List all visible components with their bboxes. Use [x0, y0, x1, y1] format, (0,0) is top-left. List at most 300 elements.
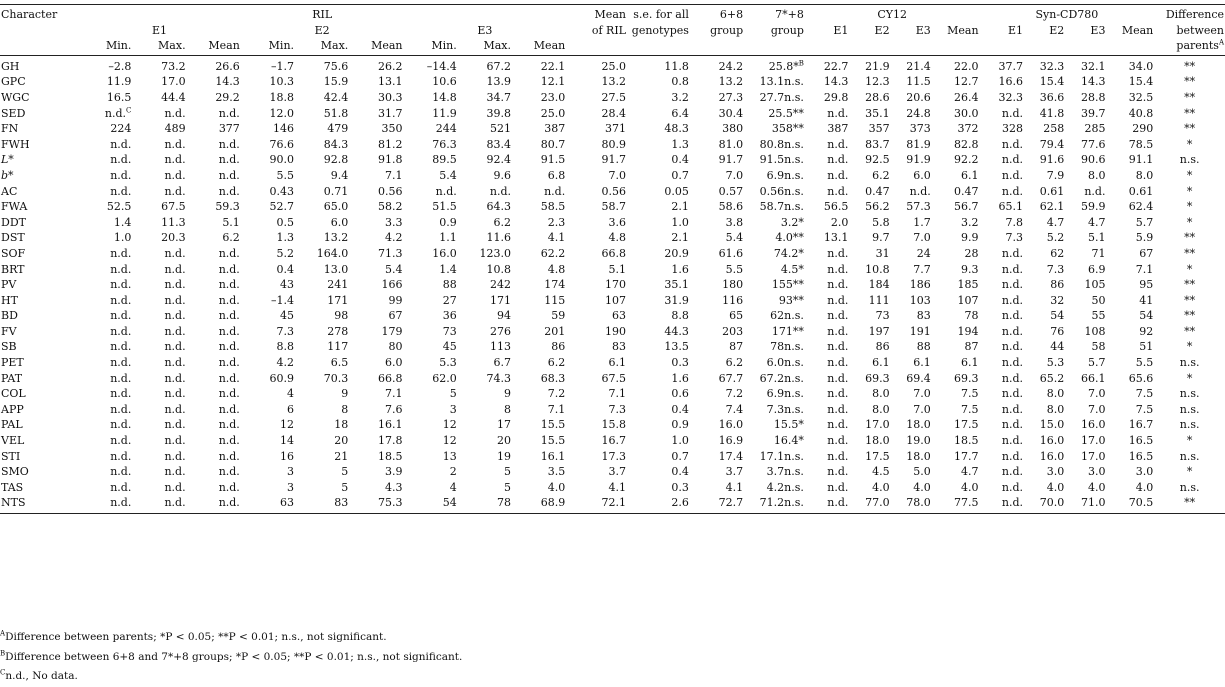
table-cell: 39.7 — [1080, 106, 1106, 120]
row-label: GPC — [1, 75, 26, 89]
table-cell: ** — [1184, 59, 1196, 73]
table-cell: 3.0 — [1046, 465, 1065, 479]
footnote-marker: B — [798, 59, 804, 68]
table-row — [0, 184, 1225, 200]
table-cell: 13.2 — [718, 75, 744, 89]
table-cell: 3.7 — [725, 465, 744, 479]
table-cell: 9.4 — [330, 168, 349, 182]
table-cell: 3.7 — [608, 465, 626, 479]
table-cell: n.d. — [827, 137, 849, 151]
table-cell: n.d. — [110, 137, 132, 151]
table-cell: 17.8 — [378, 434, 403, 448]
table-cell: 377 — [218, 122, 240, 136]
table-cell: 26.6 — [215, 59, 240, 73]
table-cell: 39.8 — [486, 106, 511, 120]
table-cell: n.d. — [164, 356, 186, 370]
table-cell: ** — [1184, 309, 1196, 323]
table-cell: 0.9 — [671, 418, 689, 432]
table-cell: 32.3 — [998, 90, 1024, 104]
table-cell: 29.2 — [215, 90, 240, 104]
table-cell: 164.0 — [316, 246, 349, 260]
table-cell: 16.0 — [1039, 449, 1065, 463]
table-cell: 3.0 — [1087, 465, 1106, 479]
table-cell: 7.1 — [608, 387, 626, 401]
table-row — [0, 262, 1225, 278]
table-cell: n.d. — [164, 402, 186, 416]
table-cell: n.d. — [164, 387, 186, 401]
table-cell: 8.0 — [1046, 402, 1065, 416]
table-cell: n.d. — [1001, 418, 1024, 432]
table-cell: n.d. — [164, 168, 186, 182]
table-cell: 18.0 — [906, 418, 931, 432]
table-cell: 28 — [964, 246, 979, 260]
table-cell: 290 — [1132, 122, 1154, 136]
table-cell: n.d. — [489, 184, 511, 198]
row-label: GH — [1, 59, 20, 73]
table-cell: 67 — [388, 309, 403, 323]
table-cell: 350 — [381, 122, 403, 136]
table-cell: 7.5 — [961, 402, 979, 416]
table-row — [0, 55, 1225, 74]
table-cell: 15.4 — [1128, 75, 1154, 89]
table-cell: n.d. — [164, 480, 186, 494]
table-cell: –2.8 — [108, 59, 132, 73]
table-cell: 24.2 — [718, 59, 744, 73]
row-label: SED — [1, 106, 26, 120]
col-header-7-8: 7*+8 — [744, 5, 805, 23]
row-label: PAL — [1, 418, 23, 432]
table-cell: n.d. — [1001, 449, 1024, 463]
table-cell: 3.8 — [725, 215, 744, 229]
table-cell: 66.8 — [378, 371, 403, 385]
col-header-difference-line3: parents$^A$ — [1154, 38, 1225, 55]
table-cell: 30.3 — [378, 90, 403, 104]
table-cell: 77.5 — [932, 495, 980, 513]
table-cell: 1.0 — [671, 434, 689, 448]
table-cell: n.d. — [164, 324, 186, 338]
table-cell: 64.3 — [486, 200, 511, 214]
table-cell: 1.0 — [671, 215, 689, 229]
table-cell: 62.2 — [540, 246, 566, 260]
table-cell: 83.7 — [865, 137, 890, 151]
table-cell: 241 — [327, 278, 349, 292]
table-cell: 80 — [388, 340, 403, 354]
table-cell: 6 — [287, 402, 295, 416]
table-cell: 12.7 — [954, 75, 979, 89]
table-cell: 108 — [1084, 324, 1106, 338]
row-label: TAS — [1, 480, 24, 494]
table-cell: 78 — [964, 309, 979, 323]
table-cell: 48.3 — [664, 122, 689, 136]
table-cell: 3 — [287, 480, 295, 494]
table-cell: 155** — [771, 278, 804, 292]
table-cell: 0.6 — [671, 387, 689, 401]
table-cell: 54 — [1139, 309, 1154, 323]
table-cell: 5.9 — [1135, 231, 1154, 245]
table-cell: 16.6 — [998, 75, 1024, 89]
table-cell: ** — [1184, 106, 1196, 120]
table-cell: 20.3 — [161, 231, 186, 245]
table-cell: 7.5 — [961, 387, 979, 401]
table-cell: 0.4 — [671, 465, 689, 479]
table-cell: 98 — [334, 309, 349, 323]
table-cell: 26.2 — [378, 59, 403, 73]
table-cell: 5.0 — [913, 465, 931, 479]
table-cell: 4.3 — [385, 480, 403, 494]
table-cell: 71.0 — [1065, 495, 1106, 513]
table-cell: 17.4 — [718, 449, 744, 463]
table-cell: n.d. — [218, 309, 240, 323]
table-cell: 6.9 — [1087, 262, 1106, 276]
table-cell: 4.0 — [961, 480, 979, 494]
table-cell: 92.4 — [486, 153, 511, 167]
table-cell: 7.1 — [385, 387, 403, 401]
table-cell: 79.4 — [1039, 137, 1065, 151]
table-cell: * — [1186, 434, 1193, 448]
table-cell: 31 — [875, 246, 890, 260]
col-header-6-8-line2: group — [710, 23, 744, 37]
table-cell: 80.9 — [601, 137, 626, 151]
table-cell: 7.3 — [276, 324, 295, 338]
table-cell: 4.7 — [961, 465, 979, 479]
table-cell: 83 — [295, 495, 349, 513]
table-cell: n.d. — [544, 184, 566, 198]
table-cell: 6.1 — [913, 356, 931, 370]
row-label: PV — [1, 278, 17, 292]
table-cell: * — [1186, 168, 1193, 182]
table-cell: 9.7 — [872, 231, 890, 245]
table-cell: 5 — [341, 480, 349, 494]
table-cell: 4.0 — [1135, 480, 1154, 494]
table-cell: n.d. — [218, 246, 240, 260]
table-cell: 28.8 — [1080, 90, 1106, 104]
table-cell: 10.6 — [432, 75, 457, 89]
table-cell: 86 — [551, 340, 566, 354]
col-header-se-line2: genotypes — [631, 23, 689, 37]
table-cell: 16.0 — [1080, 418, 1106, 432]
table-cell: 25.0 — [540, 106, 566, 120]
table-cell: n.d. — [218, 293, 240, 307]
table-cell: n.d. — [827, 465, 849, 479]
table-cell: 2.3 — [547, 215, 566, 229]
row-label: PAT — [1, 371, 23, 385]
row-label: COL — [1, 387, 26, 401]
table-cell: 72.1 — [566, 495, 627, 513]
table-cell: 21.9 — [865, 59, 890, 73]
table-cell: 67 — [1139, 246, 1154, 260]
table-cell: 59.9 — [1080, 200, 1106, 214]
table-row — [0, 308, 1225, 324]
table-cell: n.d. — [164, 137, 186, 151]
table-cell: n.d. — [218, 402, 240, 416]
table-cell: 22.7 — [823, 59, 849, 73]
table-cell: 0.57 — [718, 184, 744, 198]
table-cell: 2.1 — [671, 231, 689, 245]
table-cell: 2.6 — [627, 495, 690, 513]
table-cell: 4.2n.s. — [766, 480, 804, 494]
table-cell: 171** — [771, 324, 804, 338]
table-cell: 17.1n.s. — [759, 449, 804, 463]
table-cell: 91.9 — [906, 153, 931, 167]
table-cell: 5 — [503, 480, 511, 494]
table-cell: 17.0 — [1080, 434, 1106, 448]
table-cell: 25.8*$^B$ — [768, 59, 804, 73]
table-row — [0, 230, 1225, 246]
table-cell: n.d. — [132, 495, 186, 513]
table-cell: 4 — [287, 387, 295, 401]
syn-e3: E3 — [1090, 23, 1106, 37]
table-cell: 18.0 — [906, 449, 931, 463]
table-row — [0, 339, 1225, 355]
footnote: $^C$n.d., No data. — [0, 668, 78, 682]
table-cell: 0.5 — [276, 215, 295, 229]
table-cell: 111 — [868, 293, 890, 307]
table-cell: 62.1 — [1039, 200, 1065, 214]
table-cell: 31.9 — [664, 293, 689, 307]
table-cell: 0.7 — [671, 449, 689, 463]
table-cell: 1.3 — [276, 231, 295, 245]
table-cell: 7.0 — [1087, 402, 1106, 416]
table-cell: * — [1186, 262, 1193, 276]
table-cell: 7.2 — [725, 387, 744, 401]
table-cell: 244 — [435, 122, 457, 136]
table-cell: 21 — [334, 449, 349, 463]
table-cell: 24 — [916, 246, 931, 260]
ril-env-e2: E2 — [314, 23, 330, 37]
table-cell: n.d. — [218, 168, 240, 182]
row-label: WGC — [1, 90, 30, 104]
table-cell: 194 — [957, 324, 979, 338]
table-cell: 18.5 — [954, 434, 979, 448]
table-cell: 6.8 — [547, 168, 566, 182]
table-cell: 3.2 — [671, 90, 689, 104]
table-cell: 60.9 — [269, 371, 295, 385]
table-cell: 6.2 — [222, 231, 240, 245]
table-cell: 58.5 — [540, 200, 566, 214]
row-label: FWH — [1, 137, 30, 151]
table-cell: 16.0 — [718, 418, 744, 432]
table-cell: 4.0 — [913, 480, 931, 494]
table-cell: 58.6 — [718, 200, 744, 214]
table-cell: 52.7 — [269, 200, 295, 214]
table-cell: 71.2n.s. — [744, 495, 805, 513]
table-cell: 8 — [341, 402, 349, 416]
table-cell: 0.43 — [269, 184, 295, 198]
table-cell: 92 — [1139, 324, 1154, 338]
table-cell: 59.3 — [215, 200, 240, 214]
table-cell: n.d. — [164, 309, 186, 323]
table-cell: n.d. — [435, 184, 457, 198]
table-cell: n.s. — [1179, 449, 1200, 463]
table-cell: 11.3 — [161, 215, 186, 229]
table-cell: 23.0 — [540, 90, 566, 104]
table-cell: n.d. — [164, 293, 186, 307]
table-row — [0, 433, 1225, 449]
table-cell: 91.7 — [601, 153, 626, 167]
table-cell: n.d. — [110, 418, 132, 432]
table-cell: n.d. — [1001, 293, 1024, 307]
table-cell: 380 — [722, 122, 744, 136]
table-cell: 44.3 — [664, 324, 689, 338]
table-cell: 4.5* — [780, 262, 804, 276]
table-cell: 107 — [604, 293, 626, 307]
table-cell: 171 — [489, 293, 511, 307]
table-cell: n.d. — [110, 480, 132, 494]
table-cell: 6.0 — [913, 168, 931, 182]
table-cell: 0.3 — [671, 480, 689, 494]
table-cell: 16.7 — [601, 434, 626, 448]
table-cell: 91.8 — [378, 153, 403, 167]
table-cell: 95 — [1139, 278, 1154, 292]
cy12-mean: Mean — [947, 23, 979, 37]
footnote: $^A$Difference between parents; *P < 0.05; **P < 0.01; n.s., not significant. — [0, 629, 387, 643]
table-cell: 113 — [489, 340, 511, 354]
table-cell: n.s. — [1179, 153, 1200, 167]
table-cell: 9 — [341, 387, 349, 401]
table-cell: 28.4 — [601, 106, 626, 120]
table-cell: 13.0 — [323, 262, 349, 276]
table-cell: 3.3 — [385, 215, 403, 229]
table-cell: 13 — [442, 449, 457, 463]
table-cell: n.d. — [187, 495, 241, 513]
table-cell: 4.0 — [547, 480, 566, 494]
table-cell: n.d. — [218, 184, 240, 198]
table-cell: 37.7 — [998, 59, 1024, 73]
table-cell: 92.2 — [954, 153, 979, 167]
table-cell: 68.9 — [512, 495, 566, 513]
cy12-e2: E2 — [874, 23, 890, 37]
table-cell: 16.9 — [718, 434, 744, 448]
table-cell: 3 — [449, 402, 457, 416]
table-cell: 179 — [381, 324, 403, 338]
row-label: SOF — [1, 246, 26, 260]
genotype-statistics-table — [0, 4, 1225, 514]
table-cell: 2 — [449, 465, 457, 479]
table-cell: 75.6 — [323, 59, 349, 73]
table-cell: 1.7 — [913, 215, 931, 229]
ril-e1-mean: Mean — [187, 38, 241, 55]
table-row — [0, 386, 1225, 402]
table-cell: n.d. — [1001, 356, 1024, 370]
table-cell: 84.3 — [323, 137, 349, 151]
table-cell: 58.2 — [378, 200, 403, 214]
table-cell: 73.2 — [161, 59, 186, 73]
table-cell: 15.9 — [323, 75, 349, 89]
table-cell: 7.0 — [913, 387, 931, 401]
table-cell: 34.7 — [486, 90, 511, 104]
table-cell: 278 — [327, 324, 349, 338]
table-cell: * — [1186, 200, 1193, 214]
table-cell: 12 — [280, 418, 295, 432]
table-cell: 521 — [489, 122, 511, 136]
table-cell: 58 — [1091, 340, 1106, 354]
table-cell: 0.7 — [671, 168, 689, 182]
table-cell: 0.4 — [671, 402, 689, 416]
table-cell: 7.5 — [1135, 402, 1154, 416]
table-cell: n.d. — [110, 309, 132, 323]
table-cell: n.d. — [1001, 480, 1024, 494]
table-cell: 5.4 — [439, 168, 457, 182]
table-cell: 489 — [164, 122, 186, 136]
table-cell: n.d. — [1001, 184, 1024, 198]
table-cell: n.d. — [110, 402, 132, 416]
table-cell: n.d. — [110, 340, 132, 354]
table-cell: n.d. — [110, 246, 132, 260]
table-cell: 6.5 — [330, 356, 349, 370]
table-cell: 13.1 — [378, 75, 403, 89]
table-cell: n.d. — [164, 184, 186, 198]
table-cell: 55 — [1091, 309, 1106, 323]
table-cell: 28.6 — [865, 90, 890, 104]
table-cell: 171 — [327, 293, 349, 307]
table-cell: n.d. — [980, 495, 1024, 513]
table-cell: 146 — [273, 122, 295, 136]
table-cell: ** — [1184, 278, 1196, 292]
table-cell: 13.1n.s. — [759, 75, 804, 89]
table-cell: n.d. — [218, 387, 240, 401]
table-cell: 1.3 — [671, 137, 689, 151]
table-cell: 4.2 — [385, 231, 403, 245]
table-cell: 41.8 — [1039, 106, 1065, 120]
table-cell: * — [1186, 215, 1193, 229]
table-cell: 25.5** — [768, 106, 804, 120]
table-cell: –1.7 — [271, 59, 295, 73]
table-cell: 0.9 — [439, 215, 457, 229]
table-cell: 44 — [1050, 340, 1065, 354]
table-cell: n.d. — [110, 324, 132, 338]
table-cell: 58.7 — [601, 200, 626, 214]
table-row — [0, 106, 1225, 122]
table-cell: 6.4 — [671, 106, 689, 120]
table-cell: 20 — [496, 434, 511, 448]
table-cell: 14.3 — [215, 75, 240, 89]
table-cell: 4.2 — [276, 356, 295, 370]
table-cell: n.d. — [1001, 387, 1024, 401]
table-cell: 63 — [611, 309, 626, 323]
row-label: BRT — [1, 262, 25, 276]
col-header-difference: Difference — [1154, 5, 1225, 23]
table-cell: 12.3 — [865, 75, 890, 89]
table-cell: n.d. — [164, 246, 186, 260]
table-cell: 258 — [1043, 122, 1065, 136]
table-cell: 0.3 — [671, 356, 689, 370]
table-cell: 62.0 — [432, 371, 457, 385]
table-row — [0, 324, 1225, 340]
table-cell: 6.1 — [961, 356, 979, 370]
table-cell: n.d. — [110, 293, 132, 307]
table-cell: 90.6 — [1080, 153, 1106, 167]
table-cell: 27.3 — [718, 90, 744, 104]
table-cell: 5.5 — [1135, 356, 1154, 370]
table-cell: 35.1 — [865, 106, 890, 120]
table-cell: 5.1 — [222, 215, 240, 229]
table-row — [0, 152, 1225, 168]
table-cell: n.d. — [218, 465, 240, 479]
table-cell: n.d. — [110, 278, 132, 292]
table-cell: n.d. — [1001, 434, 1024, 448]
syn-e2: E2 — [1049, 23, 1065, 37]
table-cell: 4.1 — [547, 231, 566, 245]
table-row — [0, 168, 1225, 184]
table-cell: 91.1 — [1128, 153, 1154, 167]
table-cell: n.d. — [164, 278, 186, 292]
table-cell: 7.3 — [1005, 231, 1024, 245]
table-cell: 180 — [722, 278, 744, 292]
table-cell: 31.7 — [378, 106, 403, 120]
table-cell: n.d. — [218, 371, 240, 385]
table-cell: 83.4 — [486, 137, 511, 151]
table-cell: 0.8 — [671, 75, 689, 89]
